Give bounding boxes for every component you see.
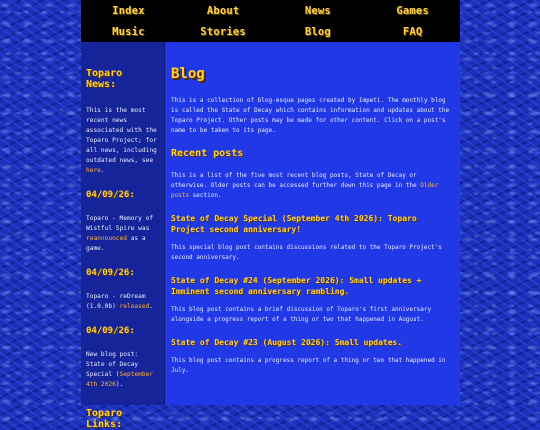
nav-games[interactable]: Games	[396, 4, 429, 17]
news-intro-text: This is the most recent news associated with the Toparo Project; for all news, including outdated news, see	[86, 107, 157, 164]
post-title-link[interactable]: State of Decay #23 (August 2026): Small updates.	[171, 338, 403, 347]
nav-news[interactable]: News	[304, 4, 331, 17]
post-description: This blog post contains a progress report of a thing or two that happened in July.	[171, 357, 446, 374]
news-entry-end: as a game.	[86, 235, 146, 252]
nav-music[interactable]: Music	[112, 25, 145, 38]
news-entry-text: Toparo - reDream (1.0.0b)	[86, 293, 146, 310]
news-entry	[86, 292, 158, 312]
recent-posts-intro	[171, 171, 454, 201]
news-entry-text: Toparo - Memory of Wistful Spire was	[86, 215, 154, 232]
recent-posts-heading: Recent posts	[171, 148, 244, 159]
post-description: This special blog post contains discussions related to the Toparo Project's second anniversary.	[171, 244, 442, 261]
older-posts-link[interactable]: Older posts	[171, 182, 439, 199]
recent-intro-text: This is a list of the five most recent blog posts, State of Decay or otherwise. Older posts can be accessed further down this page in the	[171, 172, 421, 189]
recent-intro-end: section.	[189, 192, 222, 199]
news-entry-end: ).	[115, 381, 124, 388]
news-entry	[86, 214, 158, 254]
news-entry-end: .	[149, 303, 154, 310]
nav-index[interactable]: Index	[112, 4, 145, 17]
news-sidebar	[81, 42, 165, 430]
news-entry-link[interactable]: September 4th 2026	[86, 371, 154, 388]
news-entry-link[interactable]: released	[119, 303, 150, 310]
nav-faq[interactable]: FAQ	[402, 25, 423, 38]
post-description: This blog post contains a brief discussion of Toparo's first anniversary alongside a progress report of a thing or two that happened in August.	[171, 306, 432, 323]
nav-about[interactable]: About	[206, 4, 240, 17]
nav-blog[interactable]: Blog	[304, 25, 331, 38]
news-entry-text: New blog post: State of Decay Special (	[86, 351, 139, 378]
news-heading: Toparo News:	[86, 68, 123, 90]
blog-intro: This is a collection of blog-esque pages created by Impeti. The monthly blog is called the State of Decay which contains information and updates about the Toparo Project. Other posts may be made for other content. Click on a post's name to be taken to its page.	[171, 97, 450, 134]
top-navigation	[81, 0, 460, 42]
news-entry-link[interactable]: reannounced	[86, 235, 127, 242]
blog-content	[165, 42, 460, 405]
news-entry	[86, 350, 158, 390]
news-date: 04/09/26:	[86, 190, 135, 200]
page-title: Blog	[171, 66, 205, 82]
news-intro	[86, 106, 158, 176]
news-intro-end: .	[100, 167, 105, 174]
news-date: 04/09/26:	[86, 326, 135, 336]
post-title-link[interactable]: State of Decay Special (September 4th 2026): Toparo Project second anniversary!	[171, 214, 417, 234]
all-news-link[interactable]: here	[86, 167, 101, 174]
news-date: 04/09/26:	[86, 268, 135, 278]
post-title-link[interactable]: State of Decay #24 (September 2026): Small updates + Imminent second anniversary rambling.	[171, 276, 422, 296]
nav-stories[interactable]: Stories	[200, 25, 246, 38]
links-heading: Toparo Links:	[86, 408, 123, 430]
